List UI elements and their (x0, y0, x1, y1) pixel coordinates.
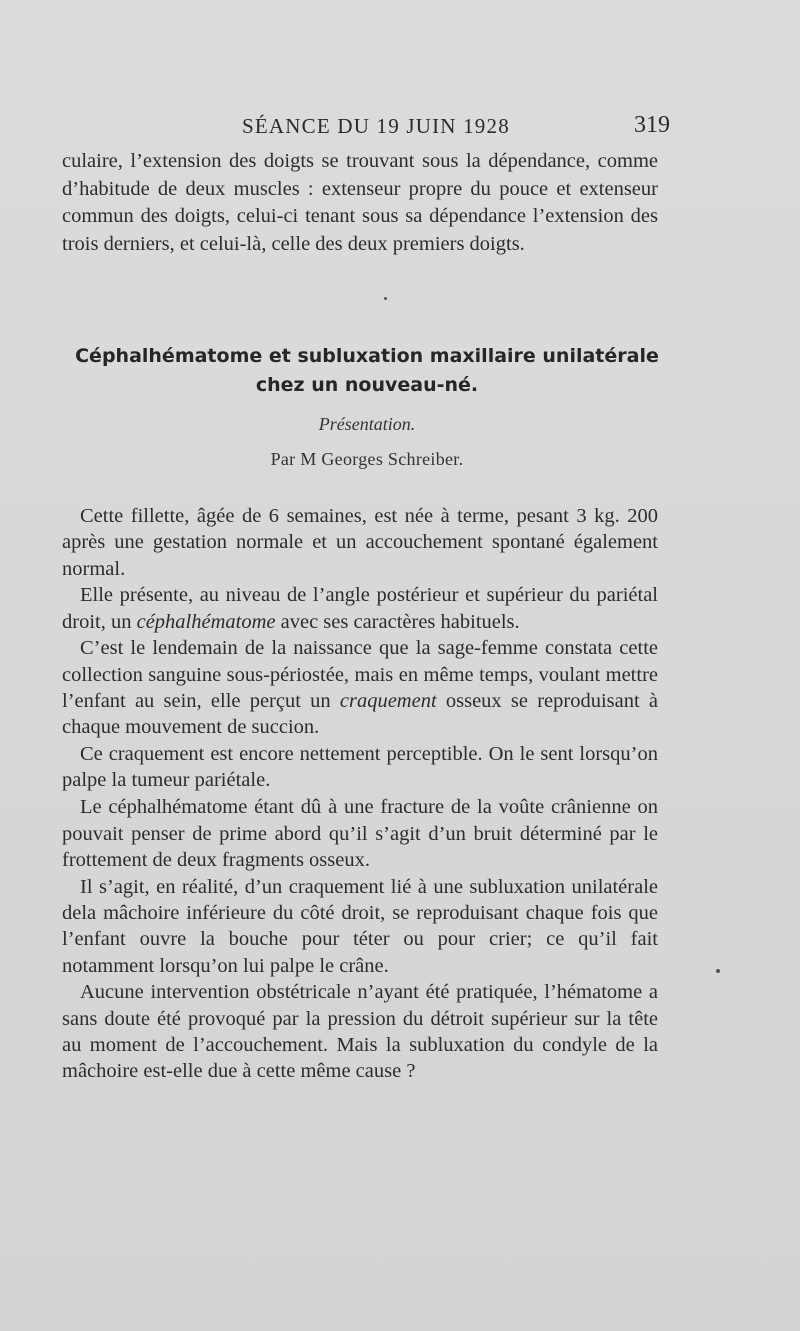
paragraph-2-emphasis: céphalhématome (136, 610, 276, 633)
scan-speck (716, 969, 720, 973)
running-title: SÉANCE DU 19 JUIN 1928 (242, 114, 510, 138)
paragraph-3-after: osseux se reproduisant à chaque mouvement de succion. (62, 690, 658, 739)
paragraph-6-text: Il s’agit, en réalité, d’un craquement lié à une subluxation unilatérale dela mâchoire inférieure du côté droit, se reproduisant chaque fois que l’enfant ouvre la bouche pour téter ou pour crier; ce qu’il fait notamment lorsqu’on lui palpe le crâne. (62, 875, 658, 977)
paragraph-5 (62, 794, 658, 873)
paragraph-5-text: Le céphalhématome étant dû à une fracture de la voûte crânienne on pouvait penser de prime abord qu’il s’agit d’un bruit déterminé par le frottement de deux fragments osseux. (62, 796, 658, 871)
page-number: 319 (634, 112, 670, 138)
paragraph-2-before: Elle présente, au niveau de l’angle postérieur et supérieur du pariétal droit, un (62, 584, 658, 633)
article-byline: Par M Georges Schreiber. (270, 449, 464, 469)
paragraph-6 (62, 874, 658, 979)
running-head (62, 108, 672, 144)
article-subtitle: Présentation. (318, 414, 416, 434)
paragraph-2 (62, 582, 658, 635)
paragraph-4 (62, 741, 658, 794)
paragraph-1 (62, 503, 658, 582)
paragraph-3-before: C’est le lendemain de la naissance que la sage-femme constata cette collection sanguine sous-périostée, mais en même temps, voulant mettre l’enfant au sein, elle perçut un (62, 637, 658, 713)
paragraph-1-text: Cette fillette, âgée de 6 semaines, est née à terme, pesant 3 kg. 200 après une gestation normale et un accouchement spontané également normal. (62, 505, 658, 580)
scan-speck (384, 297, 387, 300)
continuation-paragraph (62, 148, 658, 258)
paragraph-7-text: Aucune intervention obstétricale n’ayant été pratiquée, l’hématome a sans doute été provoqué par la pression du détroit supérieur sur la tête au moment de l’accouchement. Mais la subluxation du condyle de la mâchoire est-elle due à cette même cause ? (62, 981, 658, 1083)
article-title: Céphalhématome et subluxation maxillaire unilatérale chez un nouveau-né. (75, 345, 659, 396)
continuation-text: culaire, l’extension des doigts se trouvant sous la dépendance, comme d’habitude de deux muscles : extenseur propre du pouce et extenseur commun des doigts, celui-ci tenant sous sa dépendance l’extension des trois derniers, et celui-là, celle des deux premiers doigts. (62, 150, 658, 255)
paragraph-4-text: Ce craquement est encore nettement perceptible. On le sent lorsqu’on palpe la tumeur pariétale. (62, 743, 658, 792)
paragraph-2-after: avec ses caractères habituels. (275, 610, 520, 633)
paragraph-3 (62, 635, 658, 740)
article-body (62, 503, 658, 1085)
paragraph-3-emphasis: craquement (339, 690, 437, 713)
paragraph-7 (62, 979, 658, 1084)
